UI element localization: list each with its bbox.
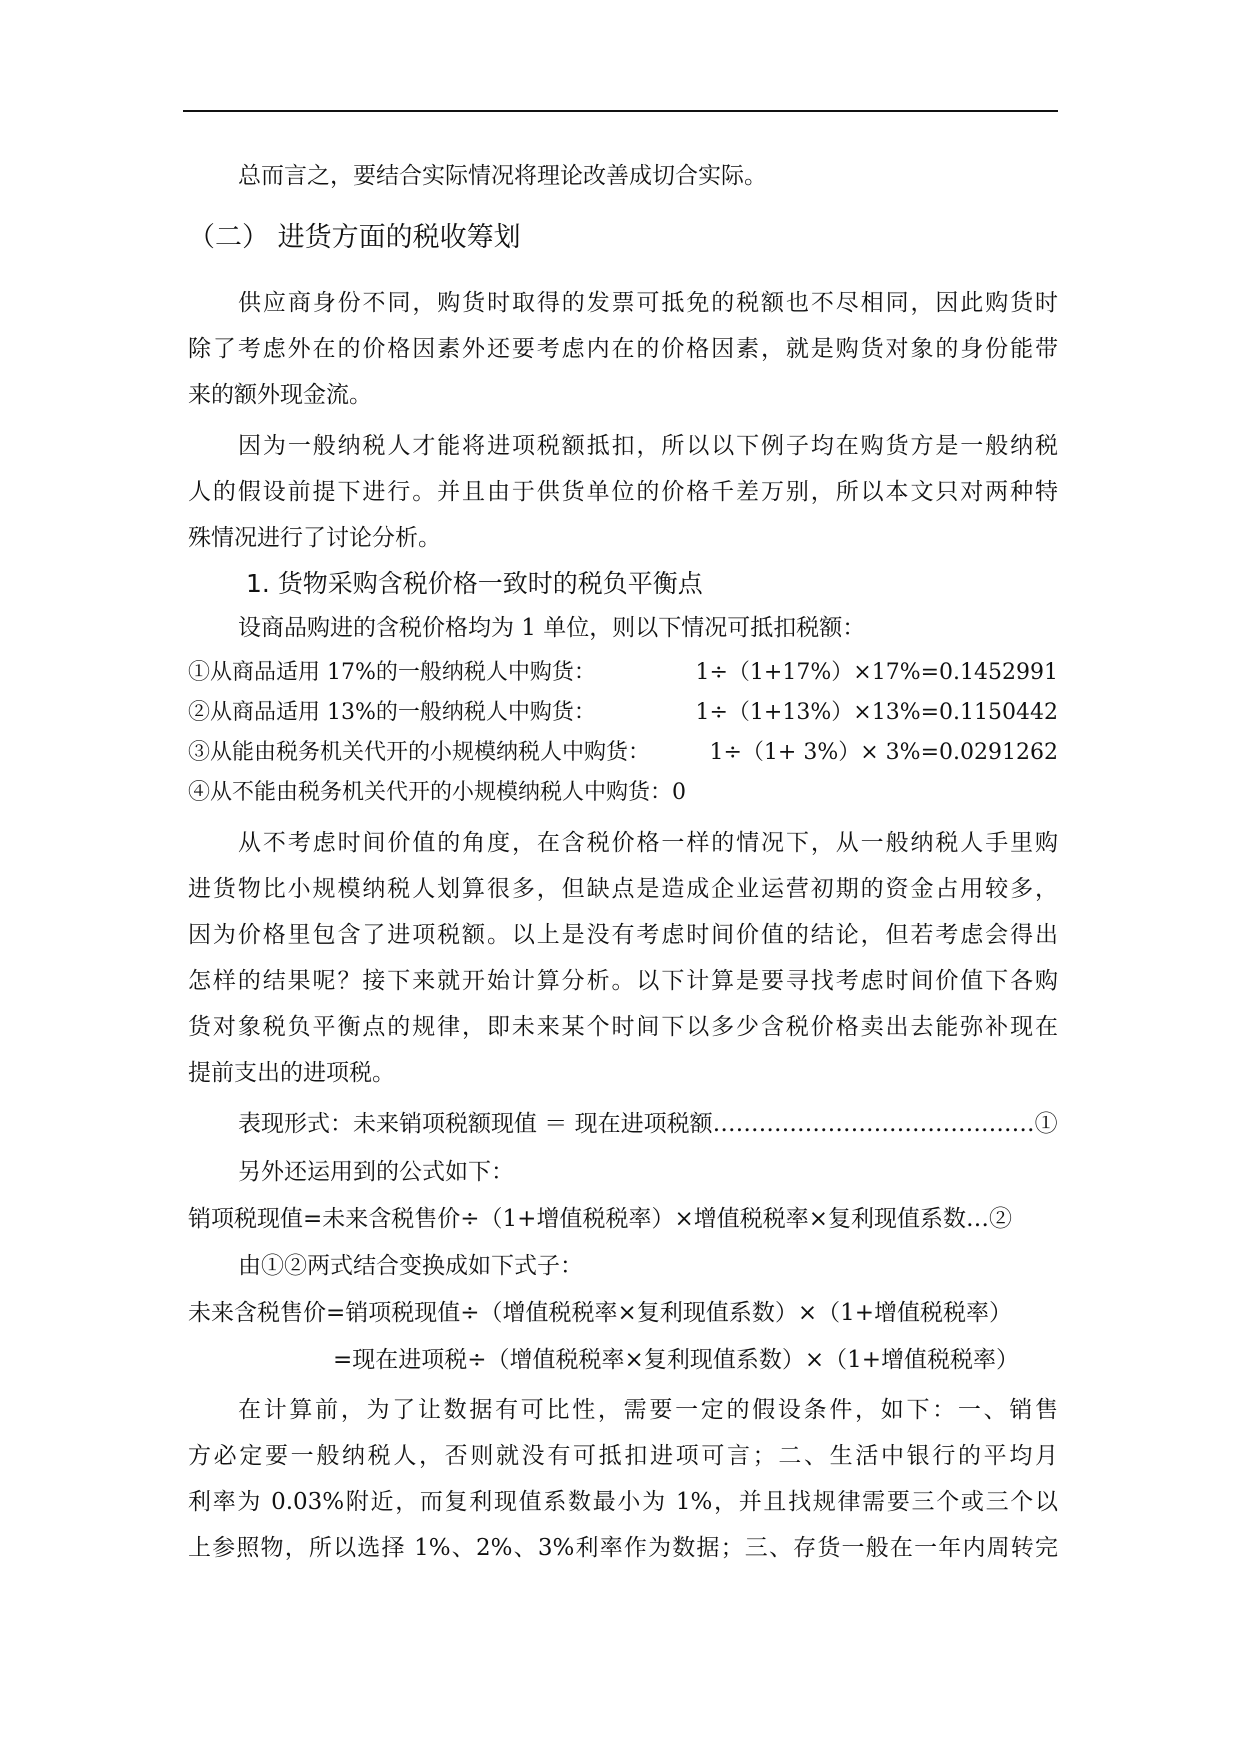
case-label: ②从商品适用 13%的一般纳税人中购货：	[188, 700, 596, 725]
paragraph-line: 人的假设前提下进行。并且由于供货单位的价格千差万别，所以本文只对两种特	[188, 479, 1058, 505]
case-label: ④从不能由税务机关代开的小规模纳税人中购货：0	[188, 780, 686, 805]
paragraph-line: 上参照物，所以选择 1%、2%、3%利率作为数据；三、存货一般在一年内周转完	[188, 1535, 1058, 1561]
case-label: ③从能由税务机关代开的小规模纳税人中购货：	[188, 740, 651, 765]
paragraph-line: 怎样的结果呢？接下来就开始计算分析。以下计算是要寻找考虑时间价值下各购	[188, 968, 1058, 994]
case-row	[188, 657, 1058, 689]
paragraph-line: 货对象税负平衡点的规律，即未来某个时间下以多少含税价格卖出去能弥补现在	[188, 1014, 1058, 1040]
paragraph-line: 由①②两式结合变换成如下式子：	[238, 1253, 583, 1279]
case-formula: 1÷（1+ 3%）× 3%=0.0291262	[709, 740, 1058, 765]
paragraph-line: 殊情况进行了讨论分析。	[188, 525, 441, 551]
paragraph-line: 方必定要一般纳税人，否则就没有可抵扣进项可言；二、生活中银行的平均月	[188, 1443, 1058, 1469]
paragraph-summary: 总而言之，要结合实际情况将理论改善成切合实际。	[238, 163, 767, 189]
formula-line: 表现形式：未来销项税额现值 ＝ 现在进项税额……………………………………①	[238, 1111, 1058, 1137]
case-formula: 1÷（1+17%）×17%=0.1452991	[695, 660, 1058, 685]
paragraph-line: 从不考虑时间价值的角度，在含税价格一样的情况下，从一般纳税人手里购	[238, 830, 1058, 856]
paragraph-line: 除了考虑外在的价格因素外还要考虑内在的价格因素，就是购货对象的身份能带	[188, 336, 1058, 362]
formula-line: 未来含税售价=销项税现值÷（增值税税率×复利现值系数）×（1+增值税税率）	[188, 1300, 1012, 1326]
paragraph-line: 提前支出的进项税。	[188, 1060, 395, 1086]
paragraph-line: 进货物比小规模纳税人划算很多，但缺点是造成企业运营初期的资金占用较多，	[188, 876, 1058, 902]
paragraph-line: 设商品购进的含税价格均为 1 单位，则以下情况可抵扣税额：	[238, 615, 866, 641]
subsection-heading: 1. 货物采购含税价格一致时的税负平衡点	[246, 569, 703, 598]
paragraph-line: 因为一般纳税人才能将进项税额抵扣，所以以下例子均在购货方是一般纳税	[238, 433, 1058, 459]
section-heading: （二） 进货方面的税收筹划	[188, 222, 521, 253]
formula-line: =现在进项税÷（增值税税率×复利现值系数）×（1+增值税税率）	[333, 1347, 1019, 1373]
case-label: ①从商品适用 17%的一般纳税人中购货：	[188, 660, 596, 685]
header-rule	[183, 110, 1058, 112]
case-formula: 1÷（1+13%）×13%=0.1150442	[695, 700, 1058, 725]
formula-line: 销项税现值=未来含税售价÷（1+增值税税率）×增值税税率×复利现值系数…②	[188, 1206, 1012, 1232]
paragraph-line: 来的额外现金流。	[188, 382, 372, 408]
paragraph-line: 利率为 0.03%附近，而复利现值系数最小为 1%，并且找规律需要三个或三个以	[188, 1489, 1058, 1515]
paragraph-line: 供应商身份不同，购货时取得的发票可抵免的税额也不尽相同，因此购货时	[238, 290, 1058, 316]
case-row	[188, 737, 1058, 769]
case-row	[188, 777, 1058, 809]
paragraph-line: 在计算前，为了让数据有可比性，需要一定的假设条件，如下：一、销售	[238, 1397, 1058, 1423]
paragraph-line: 因为价格里包含了进项税额。以上是没有考虑时间价值的结论，但若考虑会得出	[188, 922, 1058, 948]
paragraph-line: 另外还运用到的公式如下：	[238, 1159, 514, 1185]
case-row	[188, 697, 1058, 729]
